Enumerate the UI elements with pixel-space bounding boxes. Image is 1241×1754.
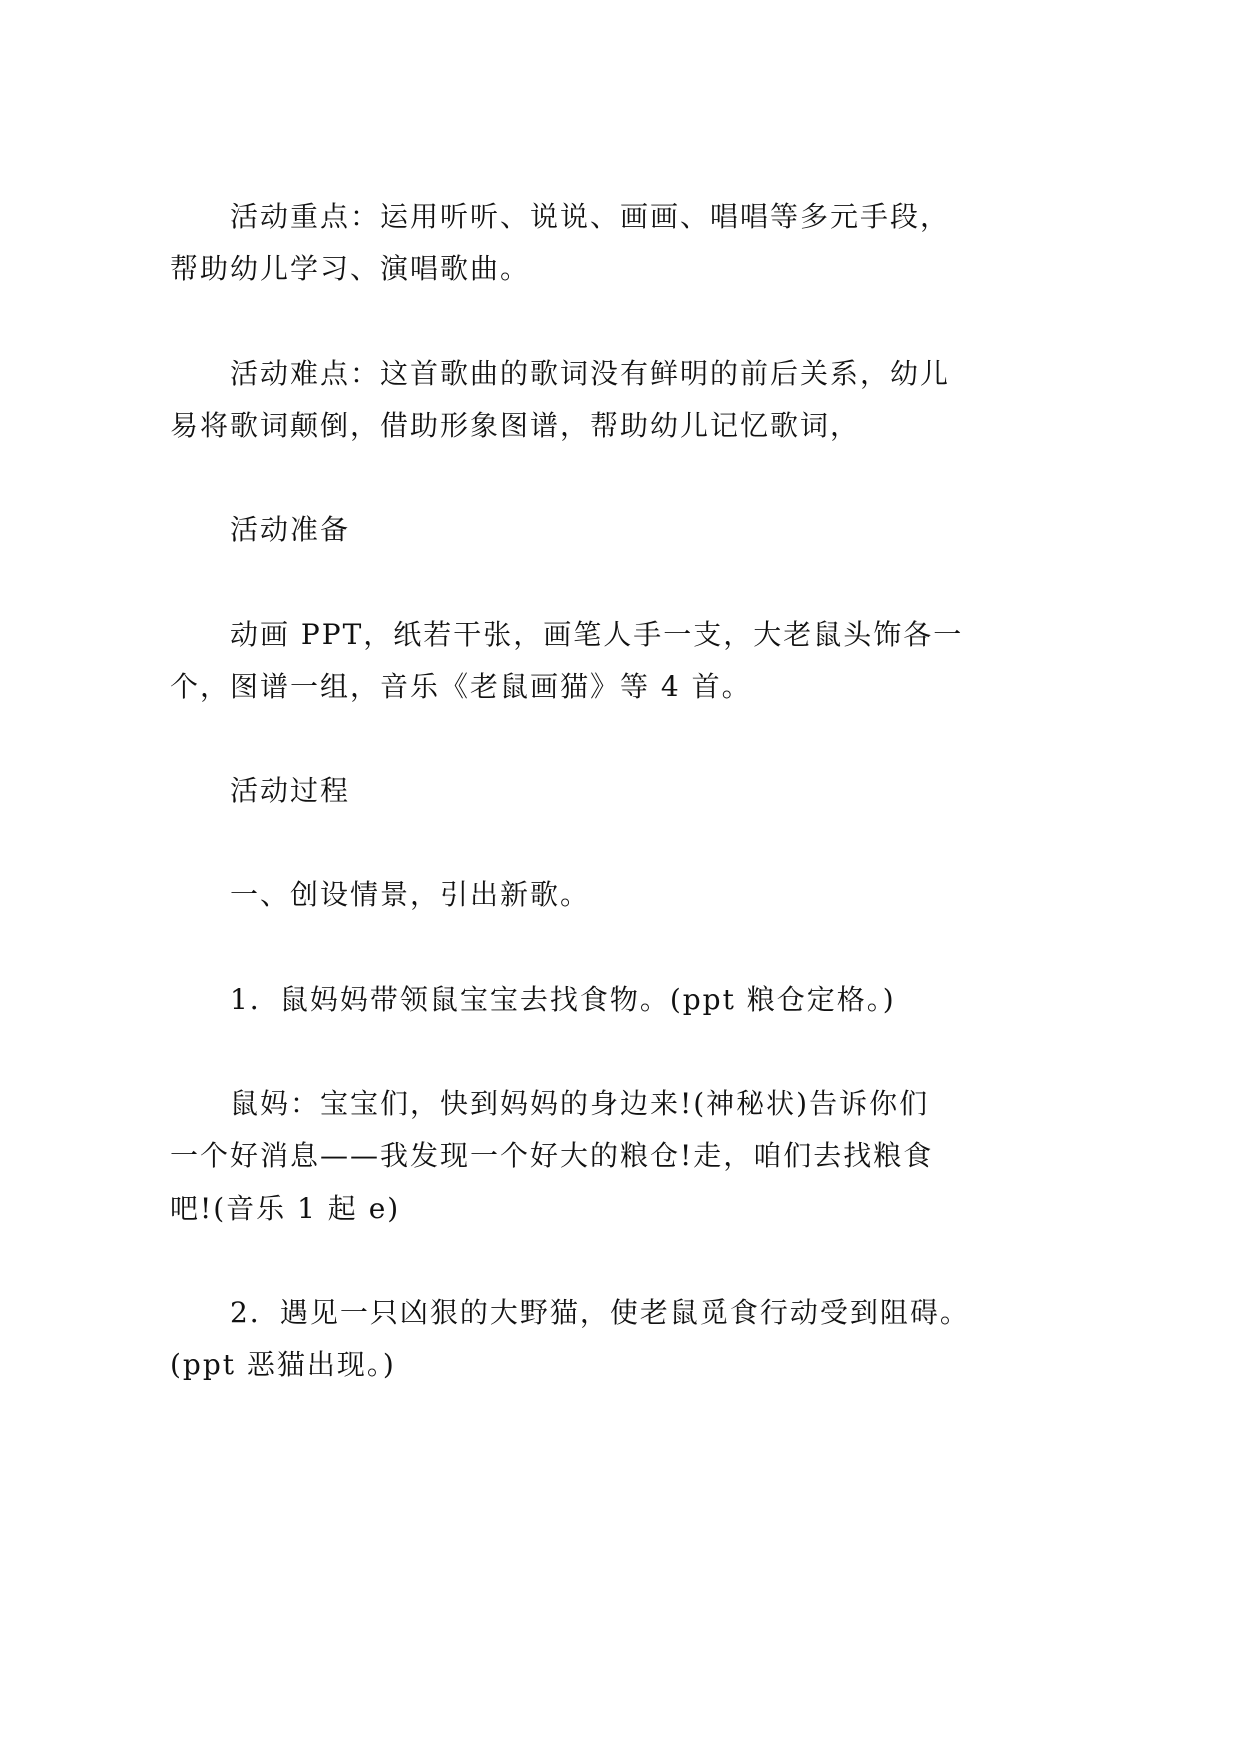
- text-line: 一个好消息——我发现一个好大的粮仓!走，咱们去找粮食: [170, 1139, 934, 1173]
- paragraph-activity-difficulty: [170, 348, 1070, 452]
- text-line: 活动重点：运用听听、说说、画画、唱唱等多元手段，: [230, 200, 951, 233]
- paragraph-materials: [170, 609, 1070, 713]
- heading-activity-preparation: [170, 504, 1070, 556]
- text-line: 帮助幼儿学习、演唱歌曲。: [170, 252, 531, 286]
- paragraph-activity-focus: [170, 191, 1070, 295]
- text-line: 一、创设情景，引出新歌。: [230, 878, 591, 912]
- heading-activity-process: [170, 765, 1070, 817]
- text-line: 鼠妈：宝宝们，快到妈妈的身边来!(神秘状)告诉你们: [230, 1087, 930, 1121]
- text-line: 2．遇见一只凶狠的大野猫，使老鼠觅食行动受到阻碍。: [230, 1295, 970, 1329]
- text-line: 活动准备: [230, 513, 351, 547]
- text-line: 动画 PPT，纸若干张，画笔人手一支，大老鼠头饰各一: [230, 617, 964, 651]
- text-line: 活动过程: [230, 774, 351, 808]
- text-line: 易将歌词颠倒，借助形象图谱，帮助幼儿记忆歌词，: [170, 408, 861, 442]
- section-heading-step-one: [170, 869, 1070, 921]
- text-line: 个，图谱一组，音乐《老鼠画猫》等 4 首。: [170, 669, 752, 703]
- text-line: 1．鼠妈妈带领鼠宝宝去找食物。(ppt 粮仓定格。): [230, 982, 896, 1016]
- list-item-2: [170, 1287, 1070, 1391]
- text-line: 活动难点：这首歌曲的歌词没有鲜明的前后关系，幼儿: [230, 356, 951, 390]
- list-item-1: [170, 974, 1070, 1026]
- paragraph-mother-mouse-dialogue: [170, 1078, 1070, 1235]
- text-line: (ppt 恶猫出现。): [170, 1348, 396, 1382]
- document-page: [170, 191, 1070, 1444]
- text-line: 吧!(音乐 1 起 e): [170, 1191, 401, 1225]
